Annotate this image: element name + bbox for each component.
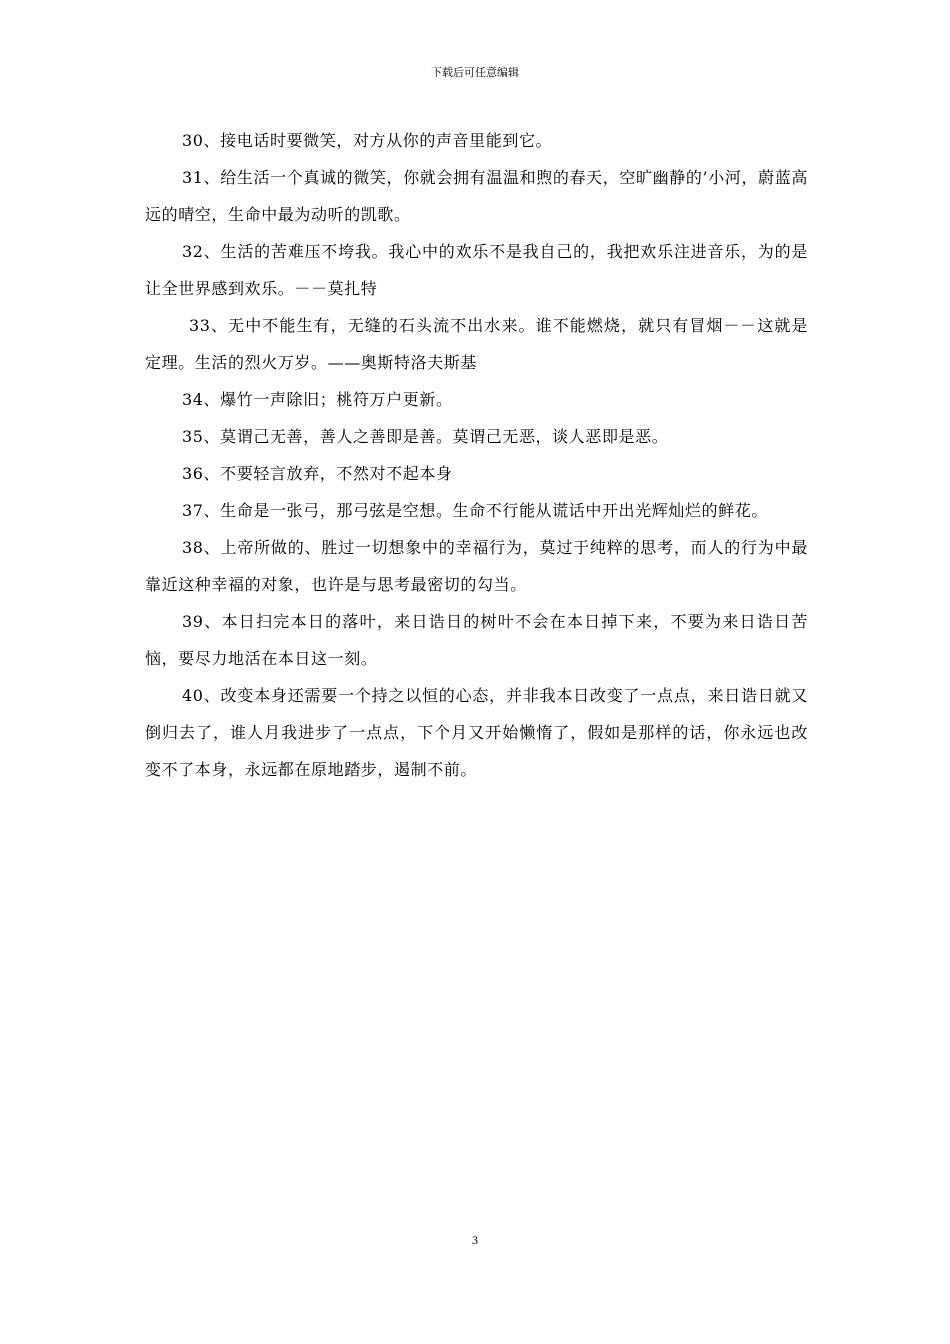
paragraph-38: 38、上帝所做的、胜过一切想象中的幸福行为，莫过于纯粹的思考，而人的行为中最靠近这种幸福的对象，也许是与思考最密切的勾当。 (145, 538, 808, 594)
paragraph-31: 31、给生活一个真诚的微笑，你就会拥有温温和煦的春天，空旷幽静的’小河，蔚蓝高远的晴空，生命中最为动听的凯歌。 (145, 168, 808, 224)
paragraph-39: 39、本日扫完本日的落叶，来日诰日的树叶不会在本日掉下来，不要为来日诰日苦恼，要尽力地活在本日这一刻。 (145, 612, 808, 668)
paragraph-40: 40、改变本身还需要一个持之以恒的心态，并非我本日改变了一点点，来日诰日就又倒归去了，谁人月我进步了一点点，下个月又开始懒惰了，假如是那样的话，你永远也改变不了本身，永远都在原地踏步，遏制不前。 (145, 686, 808, 779)
paragraph-32: 32、生活的苦难压不垮我。我心中的欢乐不是我自己的，我把欢乐注进音乐，为的是让全世界感到欢乐。－－莫扎特 (145, 242, 808, 298)
paragraph-36: 36、不要轻言放弃，不然对不起本身 (182, 464, 453, 483)
paragraph-37: 37、生命是一张弓，那弓弦是空想。生命不行能从谎话中开出光辉灿烂的鲜花。 (182, 501, 768, 520)
document-body (145, 122, 808, 788)
paragraph-35: 35、莫谓己无善，善人之善即是善。莫谓己无恶，谈人恶即是恶。 (182, 427, 669, 446)
page-number: 3 (472, 1233, 478, 1247)
page-header: 下载后可任意编辑 (431, 66, 519, 79)
paragraph-30: 30、接电话时要微笑，对方从你的声音里能到它。 (182, 131, 553, 150)
paragraph-34: 34、爆竹一声除旧；桃符万户更新。 (182, 390, 453, 409)
paragraph-33: 33、无中不能生有，无缝的石头流不出水来。谁不能燃烧，就只有冒烟－－这就是定理。生活的烈火万岁。——奥斯特洛夫斯基 (145, 316, 808, 372)
